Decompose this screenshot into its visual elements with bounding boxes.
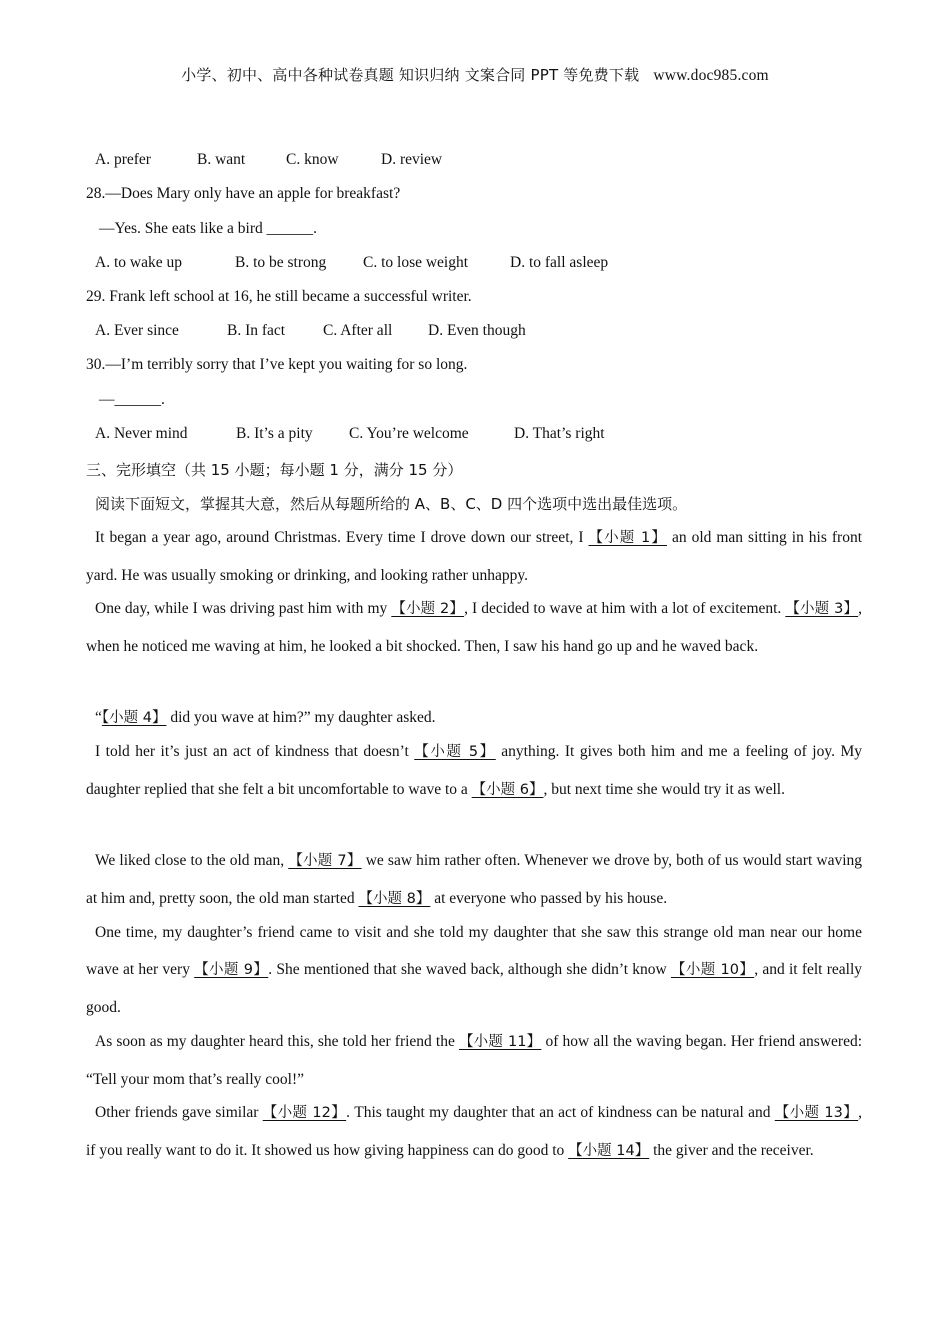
passage-text: an old man sitting in his front yard. He was usually smoking or drinking, and looking rather unhappy. xyxy=(86,529,863,584)
blank-6: 【小题 6】 xyxy=(471,782,544,798)
passage-paragraph-8 xyxy=(86,1094,862,1170)
passage-text: Other friends gave similar xyxy=(95,1104,263,1121)
page-header xyxy=(0,64,950,85)
q28-option-d: D. to fall asleep xyxy=(510,254,609,271)
blank-8: 【小题 8】 xyxy=(358,891,431,907)
q29-option-d: D. Even though xyxy=(428,322,526,339)
blank-1: 【小题 1】 xyxy=(588,530,667,546)
passage-text: the giver and the receiver. xyxy=(649,1142,814,1159)
q27-option-c: C. know xyxy=(286,151,339,168)
section-instruction: 阅读下面短文，掌握其大意，然后从每题所给的 A、B、C、D 四个选项中选出最佳选项。 xyxy=(95,495,688,513)
q30-option-a: A. Never mind xyxy=(95,425,188,442)
q28-option-c: C. to lose weight xyxy=(363,254,469,271)
q30-options xyxy=(95,425,605,443)
passage-text: of how all the waving began. Her friend answered: “Tell your mom that’s really cool!” xyxy=(86,1033,863,1088)
blank-10: 【小题 10】 xyxy=(670,962,755,978)
passage-text: , if you really want to do it. It showed us how giving happiness can do good to xyxy=(86,1104,863,1159)
passage-text: , and it felt really good. xyxy=(86,961,862,1016)
q27-options xyxy=(95,151,442,169)
passage-text: It began a year ago, around Christmas. Every time I drove down our street, I xyxy=(95,529,589,546)
q29-option-a: A. Ever since xyxy=(95,322,179,339)
q29-option-b: B. In fact xyxy=(227,322,286,339)
q28-reply: —Yes. She eats like a bird ______. xyxy=(99,220,317,237)
q28-options xyxy=(95,254,608,272)
blank-14: 【小题 14】 xyxy=(568,1143,650,1159)
passage-text: we saw him rather often. Whenever we drove by, both of us would start waving at him and, pretty soon, the old man started xyxy=(86,852,863,907)
passage-text: . She mentioned that she waved back, although she didn’t know xyxy=(268,961,671,978)
blank-9: 【小题 9】 xyxy=(194,962,269,978)
q28-stem: 28.—Does Mary only have an apple for breakfast? xyxy=(86,185,401,202)
blank-12: 【小题 12】 xyxy=(262,1105,347,1121)
passage-text: , when he noticed me waving at him, he looked a bit shocked. Then, I saw his hand go up and he waved back. xyxy=(86,600,862,655)
passage-text: As soon as my daughter heard this, she told her friend the xyxy=(95,1033,459,1050)
q28-option-b: B. to be strong xyxy=(235,254,327,271)
passage-paragraph-1 xyxy=(86,519,862,594)
passage-paragraph-4 xyxy=(86,733,862,809)
passage-paragraph-5 xyxy=(86,842,862,918)
passage-text: We liked close to the old man, xyxy=(95,852,289,869)
blank-7: 【小题 7】 xyxy=(288,853,362,869)
passage-paragraph-6 xyxy=(86,914,862,1026)
blank-5: 【小题 5】 xyxy=(414,744,496,760)
blank-13: 【小题 13】 xyxy=(774,1105,859,1121)
q30-stem: 30.—I’m terribly sorry that I’ve kept you waiting for so long. xyxy=(86,356,468,373)
passage-text: did you wave at him?” my daughter asked. xyxy=(166,709,436,726)
passage-text: . This taught my daughter that an act of kindness can be natural and xyxy=(346,1104,775,1121)
q27-option-b: B. want xyxy=(197,151,246,168)
passage-text: I told her it’s just an act of kindness that doesn’t xyxy=(95,743,415,760)
passage-text: , I decided to wave at him with a lot of excitement. xyxy=(464,600,786,617)
passage-paragraph-3 xyxy=(86,699,862,737)
passage-text: One day, while I was driving past him with my xyxy=(95,600,392,617)
passage-text: , but next time she would try it as well. xyxy=(543,781,785,798)
passage-text: at everyone who passed by his house. xyxy=(430,890,668,907)
q30-option-c: C. You’re welcome xyxy=(349,425,469,442)
q30-option-b: B. It’s a pity xyxy=(236,425,313,442)
blank-2: 【小题 2】 xyxy=(391,601,465,617)
blank-11: 【小题 11】 xyxy=(458,1034,542,1050)
section-heading: 三、完形填空（共 15 小题；每小题 1 分，满分 15 分） xyxy=(86,461,463,479)
header-site: www.doc985.com xyxy=(653,67,769,84)
q30-option-d: D. That’s right xyxy=(514,425,605,442)
q27-option-a: A. prefer xyxy=(95,151,151,168)
header-title: 小学、初中、高中各种试卷真题 知识归纳 文案合同 PPT 等免费下载 xyxy=(181,66,640,84)
passage-text: anything. It gives both him and me a feeling of joy. My daughter replied that she felt a bit uncomfortable to wave to a xyxy=(86,743,862,798)
blank-3: 【小题 3】 xyxy=(785,601,859,617)
q29-options xyxy=(95,322,526,340)
q27-option-d: D. review xyxy=(381,151,443,168)
blank-4: 【小题 4】 xyxy=(101,710,167,726)
q28-option-a: A. to wake up xyxy=(95,254,182,271)
q29-option-c: C. After all xyxy=(323,322,393,339)
q29-stem: 29. Frank left school at 16, he still became a successful writer. xyxy=(86,288,472,305)
passage-text: One time, my daughter’s friend came to visit and she told my daughter that she saw this strange old man near our home wave at her very xyxy=(86,924,862,978)
passage-text: “ xyxy=(95,709,102,726)
passage-paragraph-7 xyxy=(86,1023,862,1098)
q30-reply: —______. xyxy=(99,391,165,408)
passage-paragraph-2 xyxy=(86,590,862,665)
